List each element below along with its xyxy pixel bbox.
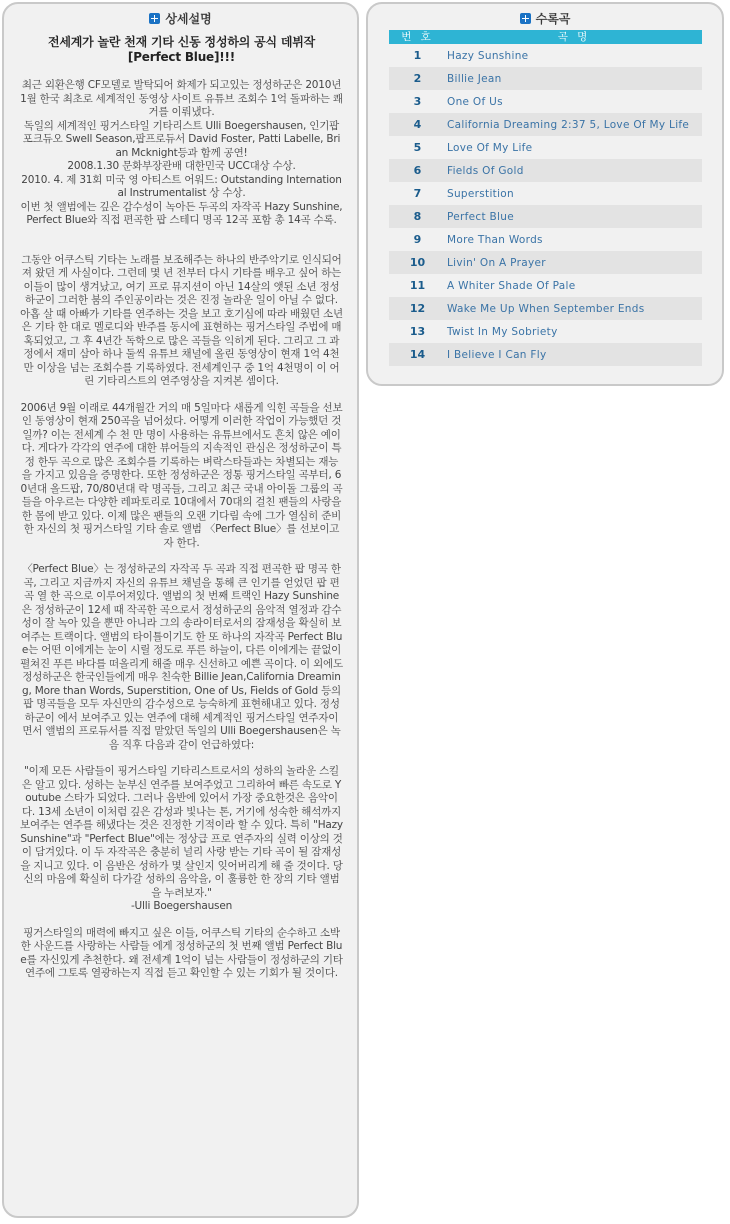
track-row	[389, 274, 702, 297]
description-paragraph: 그동안 어쿠스틱 기타는 노래를 보조해주는 하나의 반주악기로 인식되어져 왔던 게 사실이다. 그런데 몇 년 전부터 다시 기타를 배우고 싶어 하는 이들이 많이 생겨났고, 여기 프로 뮤지션이 아닌 14살의 앳된 소년 정성하군이 그러한 붐의 주인공이라는 것은 진정 놀라운 일이 아닐 수 없다. 아홉 살 때 아빠가 기타를 연주하는 것을 보고 호기심에 따라 배웠던 소년은 기타 한 대로 멜로디와 반주를 동시에 표현하는 핑거스타일 주법에 매혹되었고, 그 후 4년간 독학으로 많은 곡들을 익히게 된다. 그리고 그 과정에서 재미 삼아 하나 둘씩 유튜브 채널에 올린 동영상이 현재 1억 4천만 이상을 넘는 조회수를 기록하였다. 전세계인구 중 1억 4천명이 이 어린 기타리스트의 연주영상을 지켜본 셈이다.	[20, 253, 343, 387]
track-row	[389, 205, 702, 228]
track-row	[389, 297, 702, 320]
column-header-title: 곡 명	[446, 30, 702, 44]
track-number: 11	[389, 274, 446, 297]
track-row	[389, 136, 702, 159]
track-title-link[interactable]: Hazy Sunshine	[446, 44, 702, 67]
track-row	[389, 90, 702, 113]
track-title-link[interactable]: Fields Of Gold	[446, 159, 702, 182]
detail-heading-label: 상세설명	[165, 12, 212, 26]
track-number: 8	[389, 205, 446, 228]
track-title-link[interactable]: Billie Jean	[446, 67, 702, 90]
quote-paragraph: "이제 모든 사람들이 핑거스타일 기타리스트로서의 성하의 놀라운 스킬은 알고 있다. 성하는 눈부신 연주를 보여주었고 그리하여 빠른 속도로 Youtube 스타가 되었다. 그러나 음반에 있어서 가장 중요한것은 음악이다. 13세 소년이 이처럼 깊은 감성과 빛나는 톤, 거기에 성숙한 해석까지 보여주는 연주를 해냈다는 것은 진정한 기적이라 할 수 있다. 특히 "Hazy Sunshine"과 "Perfect Blue"에는 정상급 프로 연주자의 실력 이상의 것이 담겨있다. 이 두 자작곡은 충분히 널리 사랑 받는 기타 곡이 될 잠재성을 지니고 있다. 이 음반은 성하가 몇 살인지 잊어버리게 해 줄 것이다. 당신의 마음에 확실히 다가갈 성하의 음악을, 이 훌륭한 한 장의 기타 앨범을 누려보자." -Ulli Boegershausen	[20, 765, 343, 912]
track-title-link[interactable]: More Than Words	[446, 228, 702, 251]
album-title-line1: 전세계가 놀란 천재 기타 신동 정성하의 공식 데뷔작	[47, 35, 316, 49]
tracklist-panel	[366, 2, 724, 386]
track-title-link[interactable]: Superstition	[446, 182, 702, 205]
description-paragraph: 〈Perfect Blue〉는 정성하군의 자작곡 두 곡과 직접 편곡한 팝 명곡 한 곡, 그리고 지금까지 자신의 유튜브 채널을 통해 큰 인기를 얻었던 팝 편곡 열 한 곡으로 이루어져있다. 앨범의 첫 번째 트랙인 Hazy Sunshine은 정성하군이 12세 때 작곡한 곡으로서 정성하군의 음악적 열정과 감수성이 잘 녹아 있을 뿐만 아니라 그의 송라이터로서의 잠재성을 확실히 보여주는 트랙이다. 앨범의 타이틀이기도 한 또 하나의 자작곡 Perfect Blue는 어떤 이에게는 눈이 시릴 정도로 푸른 하늘이, 다른 이에게는 끝없이 펼쳐진 푸른 바다를 떠올리게 해줄 매우 신선하고 예쁜 곡이다. 이 외에도 정성하군은 한국인들에게 매우 친숙한 Billie Jean,California Dreaming, More than Words, Superstition, One of Us, Fields of Gold 등의 팝 명곡들을 모두 자신만의 감수성으로 능숙하게 표현해내고 있다. 정성하군이 에서 보여주고 있는 연주에 대해 세계적인 핑거스타일 연주자이면서 앨범의 프로듀서를 직접 맡았던 독일의 Ulli Boegershausen은 녹음 직후 다음과 같이 언급하였다:	[20, 563, 343, 751]
album-title-line2: [Perfect Blue]!!!	[127, 50, 236, 64]
description-paragraph: 핑거스타일의 매력에 빠지고 싶은 이들, 어쿠스틱 기타의 순수하고 소박한 사운드를 사랑하는 사람들 에게 정성하군의 첫 번째 앨범 Perfect Blue를 자신있게 추천한다. 왜 전세계 1억이 넘는 사람들이 정성하군의 기타연주에 그토록 열광하는지 직접 듣고 확인할 수 있는 기회가 될 것이다.	[20, 926, 343, 979]
detail-heading	[4, 10, 357, 28]
track-row	[389, 228, 702, 251]
track-row	[389, 113, 702, 136]
track-row	[389, 251, 702, 274]
description-body	[20, 35, 343, 994]
track-title-link[interactable]: A Whiter Shade Of Pale	[446, 274, 702, 297]
track-number: 13	[389, 320, 446, 343]
track-title-link[interactable]: California Dreaming 2:37 5, Love Of My Life	[446, 113, 702, 136]
track-number: 10	[389, 251, 446, 274]
track-row	[389, 320, 702, 343]
track-table-header	[389, 30, 702, 44]
track-row	[389, 343, 702, 366]
track-title-link[interactable]: Livin' On A Prayer	[446, 251, 702, 274]
detail-panel	[2, 2, 359, 1218]
description-paragraph: 2006년 9월 이래로 44개월간 거의 매 5일마다 새롭게 익힌 곡들을 선보인 동영상이 현재 250곡을 넘어섰다. 어떻게 이러한 작업이 가능했던 것일까? 이는 전세계 수 천 만 명이 사용하는 유튜브에서도 흔치 않은 예이다. 게다가 각각의 연주에 대한 뷰어들의 지속적인 관심은 정성하군이 특정 한두 곡으로 많은 조회수를 기록하는 벼락스타들과는 차별되는 재능을 가지고 있음을 증명한다. 또한 정성하군은 정통 핑거스타일 곡부터, 60년대 올드팝, 70/80년대 락 명곡들, 그리고 최근 국내 아이돌 그룹의 곡들을 아우르는 다양한 레파토리로 10대에서 70대의 걸친 팬들의 사랑을 한 몸에 받고 있다. 이제 많은 팬들의 오랜 기다림 속에 그가 열심히 준비한 자신의 첫 핑거스타일 기타 솔로 앨범 〈Perfect Blue〉를 선보이고자 한다.	[20, 401, 343, 549]
description-paragraph: 최근 외환은행 CF모델로 발탁되어 화제가 되고있는 정성하군은 2010년 1월 한국 최초로 세계적인 동영상 사이트 유튜브 조회수 1억 돌파하는 쾌거를 이뤄냈다. 독일의 세계적인 핑거스타일 기타리스트 Ulli Boegershausen, 인기팝포크듀오 Swell Season,팝프로듀서 David Foster, Patti Labelle, Brian Mcknight등과 함께 공연! 2008.1.30 문화부장관배 대한민국 UCC대상 수상. 2010. 4. 제 31회 미국 영 아티스트 어워드: Outstanding International Instrumentalist 상 수상. 이번 첫 앨범에는 깊은 감수성이 녹아든 두곡의 자작곡 Hazy Sunshine, Perfect Blue와 직접 편곡한 팝 스테디 명곡 12곡 포함 총 14곡 수록.	[20, 79, 343, 226]
tracklist-heading-label: 수록곡	[535, 12, 571, 26]
track-number: 1	[389, 44, 446, 67]
track-number: 6	[389, 159, 446, 182]
column-header-number: 번 호	[389, 30, 446, 44]
track-list	[389, 44, 702, 366]
album-title	[20, 35, 343, 65]
track-number: 12	[389, 297, 446, 320]
track-title-link[interactable]: I Believe I Can Fly	[446, 343, 702, 366]
tracklist-heading	[368, 10, 722, 28]
track-row	[389, 182, 702, 205]
track-number: 14	[389, 343, 446, 366]
track-title-link[interactable]: Love Of My Life	[446, 136, 702, 159]
track-number: 2	[389, 67, 446, 90]
track-row	[389, 44, 702, 67]
track-number: 7	[389, 182, 446, 205]
track-row	[389, 67, 702, 90]
track-number: 9	[389, 228, 446, 251]
track-number: 5	[389, 136, 446, 159]
track-table	[389, 30, 702, 366]
plus-icon	[520, 13, 531, 24]
track-title-link[interactable]: Twist In My Sobriety	[446, 320, 702, 343]
track-title-link[interactable]: Perfect Blue	[446, 205, 702, 228]
track-number: 3	[389, 90, 446, 113]
track-row	[389, 159, 702, 182]
track-title-link[interactable]: One Of Us	[446, 90, 702, 113]
plus-icon	[149, 13, 160, 24]
track-title-link[interactable]: Wake Me Up When September Ends	[446, 297, 702, 320]
track-number: 4	[389, 113, 446, 136]
